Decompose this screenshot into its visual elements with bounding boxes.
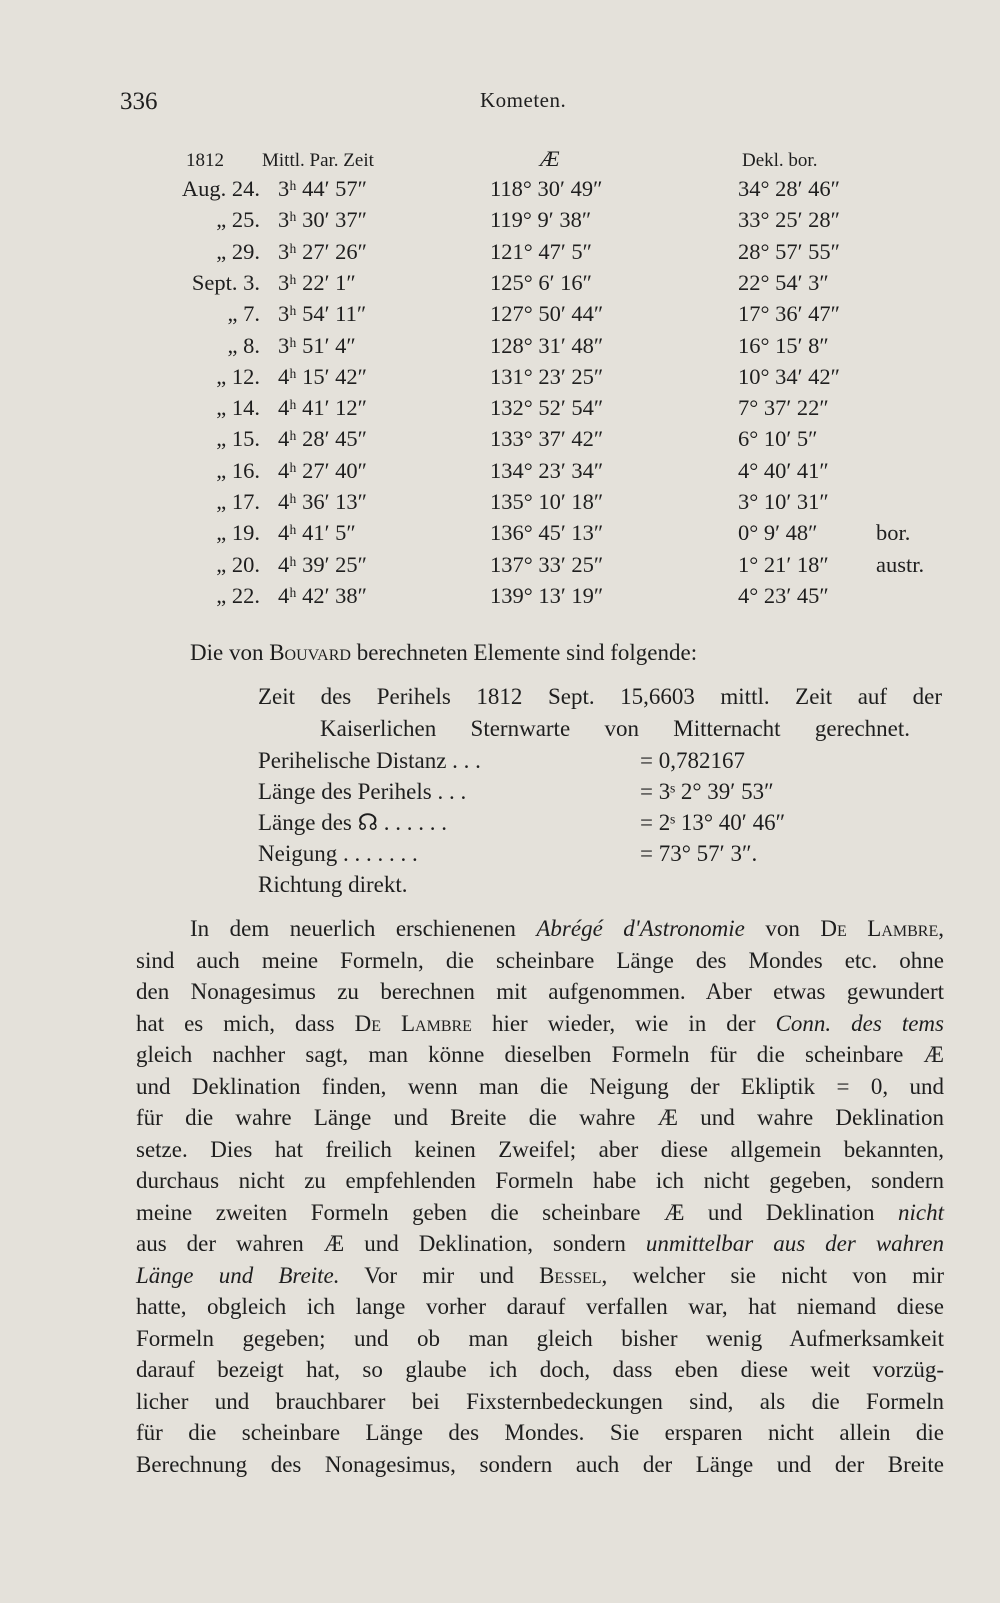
row-date: „ 29. xyxy=(216,238,260,264)
element-label: Perihelische Distanz . . . xyxy=(258,748,481,773)
row-time: 4ʰ 15′ 42″ xyxy=(278,363,368,389)
paragraph-line xyxy=(136,1168,944,1194)
row-date: Sept. 3. xyxy=(191,269,260,295)
row-time: 3ʰ 44′ 57″ xyxy=(278,176,368,201)
element-value: = 2ˢ 13° 40′ 46″ xyxy=(640,810,786,835)
paragraph-line xyxy=(136,1105,944,1131)
row-time: 4ʰ 41′ 5″ xyxy=(278,520,356,546)
row-right-ascension: 134° 23′ 34″ xyxy=(490,457,604,483)
row-time: 4ʰ 41′ 12″ xyxy=(278,395,368,421)
text-run: für die scheinbare Länge des Mondes. Sie ersparen nicht allein die xyxy=(136,1420,944,1445)
row-declination: 1° 21′ 18″ xyxy=(738,551,829,577)
running-title: Kometen. xyxy=(480,88,567,112)
emphasis-text: unmittelbar aus der wahren xyxy=(645,1231,944,1256)
element-value: = 3ˢ 2° 39′ 53″ xyxy=(640,779,774,804)
row-declination: 6° 10′ 5″ xyxy=(738,426,818,452)
emphasis-text: Länge und Breite. xyxy=(136,1262,340,1288)
table-row xyxy=(0,520,1000,554)
paragraph-line xyxy=(136,1011,944,1037)
table-header-right-ascension: Æ xyxy=(540,146,560,171)
text-run: meine zweiten Formeln geben die scheinbare Æ und Deklination xyxy=(136,1199,898,1225)
element-value: = 0,782167 xyxy=(640,748,745,773)
emphasis-text: nicht xyxy=(898,1199,944,1225)
row-declination: 3° 10′ 31″ xyxy=(738,489,829,514)
direction-line: Richtung direkt. xyxy=(258,872,408,897)
row-right-ascension: 119° 9′ 38″ xyxy=(490,207,592,233)
paragraph-line xyxy=(136,1042,944,1068)
row-time: 3ʰ 27′ 26″ xyxy=(278,238,368,264)
row-right-ascension: 125° 6′ 16″ xyxy=(490,269,593,295)
row-right-ascension: 135° 10′ 18″ xyxy=(490,489,604,514)
row-declination: 0° 9′ 48″ xyxy=(738,520,818,546)
paragraph-line xyxy=(136,1294,944,1320)
row-right-ascension: 127° 50′ 44″ xyxy=(490,301,604,327)
text-run: sind auch meine Formeln, die scheinbare Länge des Mondes etc. ohne xyxy=(136,947,944,973)
paragraph-line xyxy=(136,1200,944,1226)
table-header-time: Mittl. Par. Zeit xyxy=(262,150,374,171)
paragraph-line xyxy=(136,1263,944,1289)
text-run: durchaus nicht zu empfehlenden Formeln habe ich nicht gegeben, sondern xyxy=(136,1168,944,1193)
row-time: 4ʰ 39′ 25″ xyxy=(278,551,368,577)
text-run: den Nonagesimus zu berechnen mit aufgenommen. Aber etwas gewundert xyxy=(136,979,944,1004)
table-row xyxy=(0,270,1000,304)
elements-intro-after: berechneten Elemente sind folgende: xyxy=(350,640,698,665)
table-header-year: 1812 xyxy=(186,150,224,171)
row-date: „ 12. xyxy=(216,363,260,389)
row-right-ascension: 139° 13′ 19″ xyxy=(490,582,604,608)
table-row xyxy=(0,239,1000,273)
paragraph-line xyxy=(136,948,944,974)
row-right-ascension: 128° 31′ 48″ xyxy=(490,332,604,358)
row-declination: 22° 54′ 3″ xyxy=(738,269,829,295)
text-run: Berechnung des Nonagesimus, sondern auch der Länge und der Breite xyxy=(136,1451,944,1477)
paragraph-line xyxy=(136,1452,944,1478)
elements-intro xyxy=(190,640,697,666)
element-label: Länge des Perihels . . . xyxy=(258,779,467,804)
row-declination: 7° 37′ 22″ xyxy=(738,395,829,421)
row-date: „ 7. xyxy=(227,301,260,327)
row-date: „ 20. xyxy=(216,551,260,577)
bouvard-name: Bouvard xyxy=(269,640,351,665)
row-time: 3ʰ 30′ 37″ xyxy=(278,207,368,233)
table-row xyxy=(0,364,1000,398)
text-run: für die wahre Länge und Breite die wahre Æ und wahre Deklination xyxy=(136,1105,944,1130)
paragraph-line xyxy=(136,1231,944,1257)
paragraph-line xyxy=(136,979,944,1005)
table-header-declination: Dekl. bor. xyxy=(742,150,818,171)
text-run: darauf bezeigt hat, so glaube ich doch, dass eben diese weit vorzüg- xyxy=(136,1357,944,1382)
author-name: De Lambre xyxy=(354,1010,472,1036)
author-name: Bessel xyxy=(539,1262,602,1288)
table-row xyxy=(0,207,1000,241)
row-date: „ 16. xyxy=(216,457,260,483)
text-run: von xyxy=(744,916,821,941)
row-date: „ 25. xyxy=(216,207,260,233)
row-right-ascension: 137° 33′ 25″ xyxy=(490,551,604,577)
table-row xyxy=(0,458,1000,492)
row-date: „ 19. xyxy=(216,520,260,546)
table-row xyxy=(0,489,1000,523)
text-run: gleich nachher sagt, man könne dieselben Formeln für die scheinbare Æ xyxy=(136,1042,944,1067)
text-run: setze. Dies hat freilich keinen Zweifel; aber diese allgemein bekannten, xyxy=(136,1136,944,1162)
row-declination: 16° 15′ 8″ xyxy=(738,332,829,358)
paragraph-line xyxy=(136,1326,944,1352)
text-run: Vor mir und xyxy=(339,1262,540,1288)
row-right-ascension: 121° 47′ 5″ xyxy=(490,238,593,264)
table-row xyxy=(0,426,1000,460)
text-run: , xyxy=(938,916,944,941)
row-declination: 28° 57′ 55″ xyxy=(738,238,841,264)
author-name: De Lambre xyxy=(820,916,939,941)
text-run: In dem neuerlich erschienenen xyxy=(190,916,537,941)
row-time: 4ʰ 27′ 40″ xyxy=(278,457,368,483)
row-note: austr. xyxy=(876,551,925,577)
row-right-ascension: 133° 37′ 42″ xyxy=(490,426,604,452)
emphasis-text: Abrégé d'Astronomie xyxy=(536,916,745,941)
paragraph-line xyxy=(136,1389,944,1415)
row-right-ascension: 118° 30′ 49″ xyxy=(490,176,603,201)
row-time: 4ʰ 28′ 45″ xyxy=(278,426,368,452)
row-declination: 34° 28′ 46″ xyxy=(738,176,841,201)
table-row xyxy=(0,583,1000,617)
row-date: „ 14. xyxy=(216,395,260,421)
text-run: aus der wahren Æ und Deklination, sondern xyxy=(136,1231,646,1256)
row-declination: 4° 40′ 41″ xyxy=(738,457,829,483)
row-time: 3ʰ 51′ 4″ xyxy=(278,332,356,358)
row-declination: 4° 23′ 45″ xyxy=(738,582,829,608)
row-right-ascension: 131° 23′ 25″ xyxy=(490,363,604,389)
table-row xyxy=(0,552,1000,586)
row-date: „ 15. xyxy=(216,426,260,452)
paragraph-line xyxy=(136,1137,944,1163)
text-run: hat es mich, dass xyxy=(136,1010,355,1036)
perihel-time-line-1: Zeit des Perihels 1812 Sept. 15,6603 mittl. Zeit auf der xyxy=(258,684,942,709)
text-run: und Deklination finden, wenn man die Neigung der Ekliptik = 0, und xyxy=(136,1073,944,1099)
text-run: hatte, obgleich ich lange vorher darauf verfallen war, hat niemand diese xyxy=(136,1294,944,1319)
paragraph-line xyxy=(190,916,944,942)
table-row xyxy=(0,301,1000,335)
table-row xyxy=(0,395,1000,429)
elements-intro-before: Die von xyxy=(190,640,270,665)
text-run: hier wieder, wie in der xyxy=(471,1010,776,1036)
row-date: „ 22. xyxy=(216,582,260,608)
element-value: = 73° 57′ 3″. xyxy=(640,841,758,866)
row-date: „ 17. xyxy=(216,489,260,514)
row-declination: 33° 25′ 28″ xyxy=(738,207,841,233)
row-date: „ 8. xyxy=(227,332,260,358)
row-note: bor. xyxy=(876,520,911,546)
paragraph-line xyxy=(136,1074,944,1100)
text-run: , welcher sie nicht von mir xyxy=(601,1262,945,1288)
page-number: 336 xyxy=(120,88,158,115)
table-row xyxy=(0,176,1000,210)
row-time: 4ʰ 36′ 13″ xyxy=(278,489,368,514)
text-run: Formeln gegeben; und ob man gleich bisher wenig Aufmerksamkeit xyxy=(136,1325,944,1351)
row-right-ascension: 132° 52′ 54″ xyxy=(490,395,604,421)
paragraph-line xyxy=(136,1420,944,1446)
row-time: 3ʰ 54′ 11″ xyxy=(278,301,367,327)
emphasis-text: Conn. des tems xyxy=(775,1010,944,1036)
perihel-time-line-2: Kaiserlichen Sternwarte von Mitternacht gerechnet. xyxy=(320,716,910,741)
table-row xyxy=(0,333,1000,367)
element-label: Länge des ☊ . . . . . . xyxy=(258,810,448,835)
row-declination: 10° 34′ 42″ xyxy=(738,363,841,389)
row-time: 4ʰ 42′ 38″ xyxy=(278,582,368,608)
row-right-ascension: 136° 45′ 13″ xyxy=(490,520,604,546)
text-run: licher und brauchbarer bei Fixsternbedeckungen sind, als die Formeln xyxy=(136,1388,944,1414)
row-declination: 17° 36′ 47″ xyxy=(738,301,841,327)
row-time: 3ʰ 22′ 1″ xyxy=(278,269,356,295)
paragraph-line xyxy=(136,1357,944,1383)
row-date: Aug. 24. xyxy=(181,176,260,201)
element-label: Neigung . . . . . . . xyxy=(258,841,418,866)
